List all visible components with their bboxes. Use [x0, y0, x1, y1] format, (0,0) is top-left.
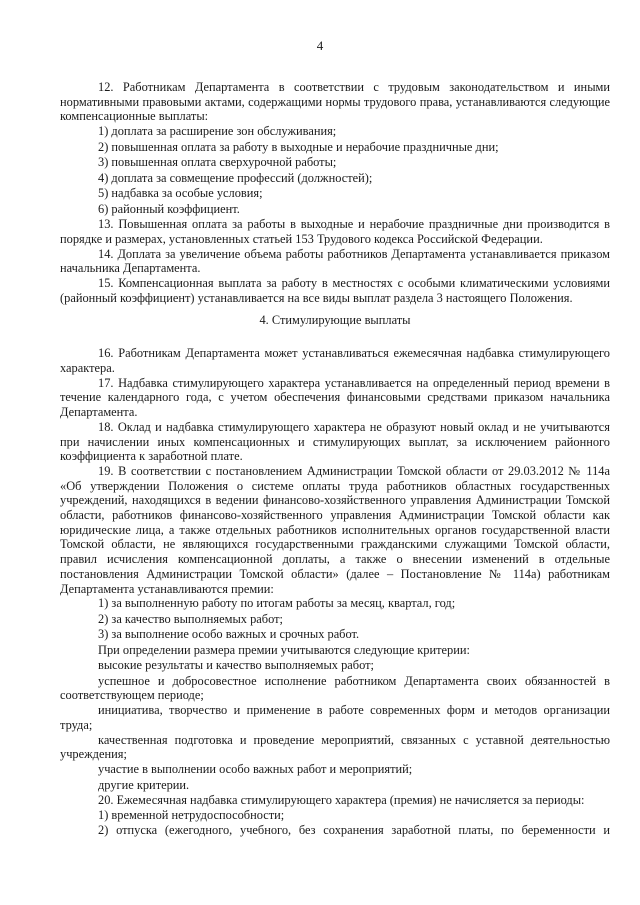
paragraph-14: 14. Доплата за увеличение объема работы работников Департамента устанавливается приказом начальника Департамента.: [60, 246, 610, 276]
list-item: 5) надбавка за особые условия;: [98, 186, 263, 201]
paragraph-17: 17. Надбавка стимулирующего характера устанавливается на определенный период времени в течение календарного года, с учетом обеспечения финансовыми средствами приказом начальника Департамента.: [60, 375, 610, 420]
paragraph-13: 13. Повышенная оплата за работы в выходные и нерабочие праздничные дни производится в порядке и размерах, установленных статьей 153 Трудового кодекса Российской Федерации.: [60, 217, 610, 246]
list-item: При определении размера премии учитываются следующие критерии:: [98, 642, 470, 657]
paragraph-20: 20. Ежемесячная надбавка стимулирующего характера (премия) не начисляется за периоды:: [98, 793, 585, 807]
list-item: 3) за выполнение особо важных и срочных работ.: [98, 627, 360, 642]
list-item: 3) повышенная оплата сверхурочной работы;: [98, 155, 337, 170]
list-item: 1) доплата за расширение зон обслуживания;: [98, 124, 337, 139]
criteria-item: качественная подготовка и проведение мероприятий, связанных с уставной деятельностью учреждения;: [60, 732, 610, 762]
criteria-item: инициатива, творчество и применение в работе современных форм и методов организации труда;: [60, 703, 610, 732]
list-item: 2) повышенная оплата за работу в выходные и нерабочие праздничные дни;: [98, 139, 499, 154]
list-item: 2) за качество выполняемых работ;: [98, 611, 283, 626]
paragraph-16: 16. Работникам Департамента может устанавливаться ежемесячная надбавка стимулирующего характера.: [60, 346, 610, 376]
list-item: другие критерии.: [98, 777, 190, 792]
paragraph-15: 15. Компенсационная выплата за работу в местностях с особыми климатическими условиями (районный коэффициент) устанавливается на все виды выплат раздела 3 настоящего Положения.: [60, 275, 610, 305]
paragraph-12: 12. Работникам Департамента в соответствии с трудовым законодательством и иными нормативными правовыми актами, содержащими нормы трудового права, устанавливаются следующие компенсационные выплаты:: [60, 80, 610, 124]
page-number: 4: [316, 38, 324, 53]
list-item: 4) доплата за совмещение профессий (должностей);: [98, 170, 373, 185]
document-body: [60, 80, 610, 838]
list-item: высокие результаты и качество выполняемых работ;: [98, 658, 374, 673]
paragraph-19: 19. В соответствии с постановлением Администрации Томской области от 29.03.2012 № 114а «Об утверждении Положения о системе оплаты труда работников областных государственных учреждений, находящихся в ведении финансово-хозяйственного управления Администрации Томской области, работников финансово-хозяйственного управления Администрации Томской области как юридические лица, а также отдельных работников исполнительных органов государственной власти Томской области, не являющихся государственными гражданскими служащими Томской области, правил исчисления компенсационной доплаты, а также о внесении изменений в отдельные постановления Администрации Томской области» (далее – Постановление № 114а) работникам Департамента устанавливаются премии:: [60, 463, 610, 596]
list-item: 6) районный коэффициент.: [98, 201, 240, 216]
list-item: 1) временной нетрудоспособности;: [98, 807, 285, 822]
criteria-item: успешное и добросовестное исполнение работником Департамента своих обязанностей в соответствующем периоде;: [60, 673, 610, 703]
section-heading: 4. Стимулирующие выплаты: [259, 313, 411, 328]
paragraph-continued: 2) отпуска (ежегодного, учебного, без сохранения заработной платы, по беременности и: [98, 823, 610, 838]
paragraph-18: 18. Оклад и надбавка стимулирующего характера не образуют новый оклад и не учитываются при начислении иных компенсационных и стимулирующих выплат, за исключением районного коэффициента к заработной плате.: [60, 419, 610, 464]
list-item: участие в выполнении особо важных работ и мероприятий;: [98, 762, 413, 776]
list-item: 1) за выполненную работу по итогам работы за месяц, квартал, год;: [98, 596, 456, 611]
